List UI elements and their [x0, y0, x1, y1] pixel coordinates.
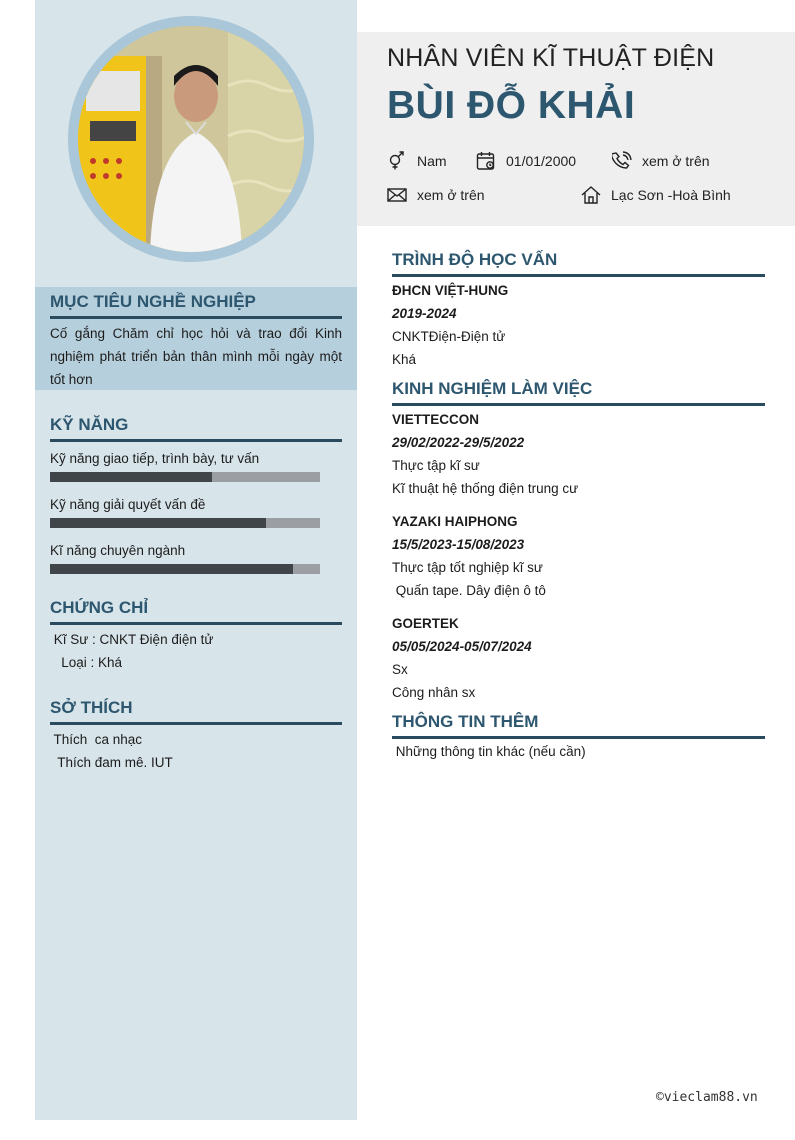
avatar-frame [68, 16, 314, 262]
email-info [387, 185, 485, 205]
copyright: ©vieclam88.vn [656, 1090, 758, 1105]
experience-item [392, 510, 765, 602]
experience-desc: Kĩ thuật hệ thống điện trung cư [392, 481, 579, 496]
phone-icon [612, 151, 632, 171]
education-period: 2019-2024 [392, 306, 457, 321]
gender-text: Nam [417, 153, 447, 169]
objective-title: MỤC TIÊU NGHỀ NGHIỆP [50, 291, 342, 319]
birthdate-text: 01/01/2000 [506, 153, 577, 169]
certificates-title: CHỨNG CHỈ [50, 597, 342, 625]
certificates-section [50, 597, 342, 674]
education-school: ĐHCN VIỆT-HUNG [392, 283, 509, 298]
experience-item [392, 612, 765, 704]
full-name: BÙI ĐỖ KHẢI [387, 84, 636, 127]
education-grade: Khá [392, 352, 417, 367]
experience-role: Thực tập tốt nghiệp kĩ sư [392, 560, 543, 575]
gender-info [387, 151, 447, 171]
skill-label: Kĩ năng chuyên ngành [50, 543, 186, 558]
skill-item [50, 496, 342, 528]
experience-company: GOERTEK [392, 616, 459, 631]
hobby-line: Thích ca nhạc [50, 732, 143, 747]
address-text: Lạc Sơn -Hoà Bình [611, 187, 731, 203]
hobby-line: Thích đam mê. IUT [50, 755, 173, 770]
hobbies-section [50, 697, 342, 774]
experience-desc: Công nhân sx [392, 685, 476, 700]
gender-icon [387, 151, 407, 171]
skill-bar [50, 564, 320, 574]
objective-text: Cố gắng Chăm chỉ học hỏi và trao đổi Kinh nghiệm phát triển bản thân mình mỗi ngày một tốt hơn [50, 326, 342, 387]
skill-bar-fill [50, 564, 293, 574]
certificate-line: Loại : Khá [50, 655, 123, 670]
email-icon [387, 185, 407, 205]
skill-bar-fill [50, 472, 212, 482]
skill-item [50, 450, 342, 482]
skill-label: Kỹ năng giải quyết vấn đề [50, 497, 206, 512]
skills-section [50, 414, 342, 574]
experience-company: VIETTECCON [392, 412, 480, 427]
skill-bar [50, 472, 320, 482]
calendar-icon [476, 151, 496, 171]
objective-section [50, 291, 342, 391]
additional-title: THÔNG TIN THÊM [392, 711, 765, 739]
email-text: xem ở trên [417, 187, 485, 203]
skill-bar [50, 518, 320, 528]
skill-bar-fill [50, 518, 266, 528]
home-icon [581, 185, 601, 205]
experience-item [392, 408, 765, 500]
phone-info [612, 151, 710, 171]
address-info [581, 185, 731, 205]
skills-title: KỸ NĂNG [50, 414, 342, 442]
additional-section [392, 711, 765, 763]
header [357, 32, 795, 226]
avatar-photo [78, 26, 304, 252]
skill-item [50, 542, 342, 574]
experience-role: Thực tập kĩ sư [392, 458, 480, 473]
phone-text: xem ở trên [642, 153, 710, 169]
education-major: CNKTĐiện-Điện tử [392, 329, 506, 344]
birthdate-info [476, 151, 576, 171]
experience-section [392, 378, 765, 704]
experience-company: YAZAKI HAIPHONG [392, 514, 518, 529]
education-title: TRÌNH ĐỘ HỌC VẤN [392, 249, 765, 277]
experience-title: KINH NGHIỆM LÀM VIỆC [392, 378, 765, 406]
job-title: NHÂN VIÊN KĨ THUẬT ĐIỆN [387, 44, 715, 72]
certificate-line: Kĩ Sư : CNKT Điện điện tử [50, 632, 214, 647]
avatar [78, 26, 304, 252]
experience-period: 15/5/2023-15/08/2023 [392, 537, 525, 552]
experience-period: 29/02/2022-29/5/2022 [392, 435, 525, 450]
additional-text: Những thông tin khác (nếu cần) [392, 744, 586, 759]
skill-label: Kỹ năng giao tiếp, trình bày, tư vấn [50, 451, 260, 466]
education-section [392, 249, 765, 371]
experience-role: Sx [392, 662, 408, 677]
hobbies-title: SỞ THÍCH [50, 697, 342, 725]
experience-period: 05/05/2024-05/07/2024 [392, 639, 532, 654]
sidebar [35, 0, 357, 1120]
experience-desc: Quấn tape. Dây điện ô tô [392, 583, 546, 598]
